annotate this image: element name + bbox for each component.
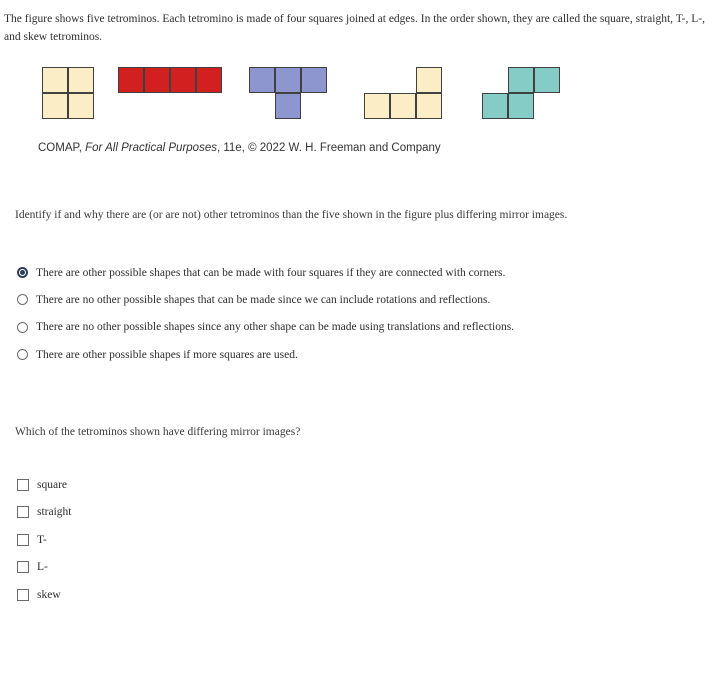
question-2-prompt: Which of the tetrominos shown have differing mirror images? (15, 426, 301, 438)
q1-option-2[interactable] (17, 314, 514, 341)
checkbox[interactable] (17, 561, 29, 573)
checkbox[interactable] (17, 506, 29, 518)
tetromino-cell (534, 67, 560, 93)
q2-option-skew[interactable] (17, 581, 72, 609)
option-label: L- (37, 561, 48, 574)
option-label: There are no other possible shapes since any other shape can be made using translations and reflections. (36, 321, 515, 334)
q2-option-straight[interactable] (17, 499, 72, 527)
caption-source: COMAP, (38, 142, 82, 154)
checkbox[interactable] (17, 589, 29, 601)
option-label: straight (37, 506, 72, 519)
radio-button[interactable] (17, 322, 28, 333)
tetromino-cell (68, 67, 94, 93)
tetromino-cell (275, 93, 301, 119)
q1-option-0[interactable] (17, 259, 514, 286)
option-label: skew (37, 588, 61, 601)
option-label: square (37, 478, 68, 491)
tetromino-figure (40, 64, 600, 114)
q2-option-square[interactable] (17, 471, 72, 499)
tetromino-cell (301, 67, 327, 93)
q2-option-t[interactable] (17, 526, 72, 554)
tetromino-cell (42, 93, 68, 119)
question-2-options (17, 471, 72, 609)
question-1-options (17, 259, 514, 368)
tetromino-cell (42, 67, 68, 93)
tetromino-cell (482, 93, 508, 119)
tetromino-cell (68, 93, 94, 119)
caption-rest: , 11e, © 2022 W. H. Freeman and Company (216, 142, 441, 154)
checkbox[interactable] (17, 534, 29, 546)
q1-option-1[interactable] (17, 286, 514, 313)
intro-text: The figure shows five tetrominos. Each tetromino is made of four squares joined at edges. In the order shown, they are called the square, straight, T-, L-, and skew tetrominos. (4, 13, 705, 43)
caption-book-title: For All Practical Purposes (85, 142, 217, 154)
tetromino-cell (144, 67, 170, 93)
tetromino-cell (118, 67, 144, 93)
tetromino-cell (196, 67, 222, 93)
checkbox[interactable] (17, 479, 29, 491)
radio-button[interactable] (17, 267, 28, 278)
tetromino-cell (170, 67, 196, 93)
tetromino-cell (249, 67, 275, 93)
tetromino-cell (390, 93, 416, 119)
tetromino-cell (275, 67, 301, 93)
figure-caption (38, 142, 441, 154)
radio-button[interactable] (17, 349, 28, 360)
option-label: There are other possible shapes if more squares are used. (36, 348, 298, 361)
option-label: There are other possible shapes that can be made with four squares if they are connected with corners. (36, 266, 506, 279)
q2-option-l[interactable] (17, 554, 72, 582)
option-label: There are no other possible shapes that can be made since we can include rotations and reflections. (36, 293, 491, 306)
tetromino-cell (416, 93, 442, 119)
tetromino-cell (364, 93, 390, 119)
tetromino-cell (416, 67, 442, 93)
option-label: T- (37, 533, 47, 546)
tetromino-cell (508, 93, 534, 119)
radio-button[interactable] (17, 294, 28, 305)
tetromino-cell (508, 67, 534, 93)
q1-option-3[interactable] (17, 341, 514, 368)
question-1-prompt: Identify if and why there are (or are not) other tetrominos than the five shown in the figure plus differing mirror images. (15, 209, 568, 221)
